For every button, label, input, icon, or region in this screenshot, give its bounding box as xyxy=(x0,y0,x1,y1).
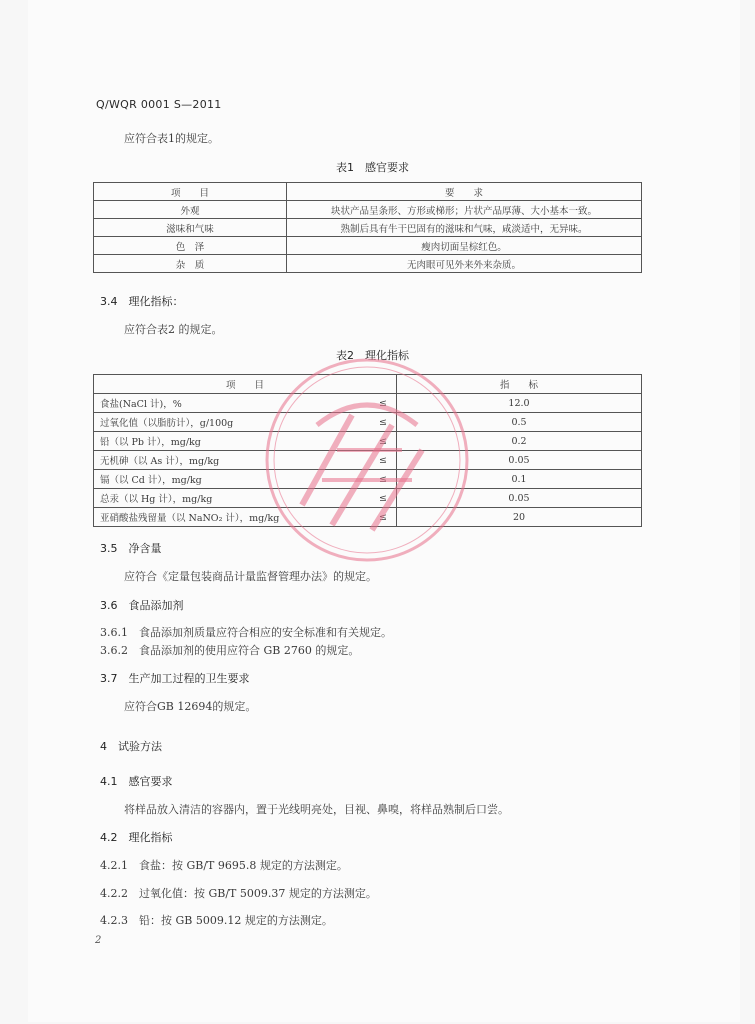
page-number: 2 xyxy=(95,935,102,946)
table-cell: ≤ xyxy=(370,508,397,527)
physicochemical-table xyxy=(93,374,642,527)
table-row xyxy=(94,413,642,432)
table-cell: ≤ xyxy=(370,470,397,489)
table-header-cell: 要 求 xyxy=(287,183,642,201)
table-cell: 瘦肉切面呈棕红色。 xyxy=(287,237,642,255)
table-header-row xyxy=(94,183,642,201)
section-3-6-1: 3.6.1 食品添加剂质量应符合相应的安全标准和有关规定。 xyxy=(100,626,392,639)
section-3-6-2: 3.6.2 食品添加剂的使用应符合 GB 2760 的规定。 xyxy=(100,644,360,657)
table-cell: 铅（以 Pb 计），mg/kg xyxy=(94,432,371,451)
section-4-2-3: 4.2.3 铅：按 GB 5009.12 规定的方法测定。 xyxy=(100,914,333,927)
table-cell: 无机砷（以 As 计），mg/kg xyxy=(94,451,371,470)
table-row xyxy=(94,237,642,255)
section-3-7-text: 应符合GB 12694的规定。 xyxy=(124,700,257,713)
table-cell: 0.1 xyxy=(397,470,642,489)
section-3-4-text: 应符合表2 的规定。 xyxy=(124,323,223,336)
section-4-2-title: 4.2 理化指标 xyxy=(100,831,173,844)
section-4-2-1: 4.2.1 食盐：按 GB/T 9695.8 规定的方法测定。 xyxy=(100,859,348,872)
table-cell: ≤ xyxy=(370,489,397,508)
section-4-title: 4 试验方法 xyxy=(100,740,162,753)
table-row xyxy=(94,201,642,219)
section-3-4-title: 3.4 理化指标： xyxy=(100,295,184,308)
section-4-1-title: 4.1 感官要求 xyxy=(100,775,173,788)
table-header-cell: 项 目 xyxy=(94,375,397,394)
table-cell: 杂 质 xyxy=(94,255,287,273)
table-cell: 0.5 xyxy=(397,413,642,432)
table-cell: ≤ xyxy=(370,413,397,432)
table2-caption: 表2 理化指标 xyxy=(336,349,409,362)
table-cell: 总汞（以 Hg 计），mg/kg xyxy=(94,489,371,508)
table-cell: 0.2 xyxy=(397,432,642,451)
section-3-7-title: 3.7 生产加工过程的卫生要求 xyxy=(100,672,250,685)
table-cell: 镉（以 Cd 计），mg/kg xyxy=(94,470,371,489)
section-3-5-title: 3.5 净含量 xyxy=(100,542,162,555)
table-row xyxy=(94,489,642,508)
table-cell: 色 泽 xyxy=(94,237,287,255)
table-row xyxy=(94,451,642,470)
table-cell: ≤ xyxy=(370,394,397,413)
section-3-5-text: 应符合《定量包装商品计量监督管理办法》的规定。 xyxy=(124,570,377,583)
table-cell: 熟制后具有牛干巴固有的滋味和气味，咸淡适中，无异味。 xyxy=(287,219,642,237)
table-row xyxy=(94,470,642,489)
section-3-6-title: 3.6 食品添加剂 xyxy=(100,599,184,612)
table-cell: ≤ xyxy=(370,451,397,470)
table-header-row xyxy=(94,375,642,394)
table-cell: 外观 xyxy=(94,201,287,219)
table-row xyxy=(94,255,642,273)
table-row xyxy=(94,394,642,413)
table-cell: 0.05 xyxy=(397,451,642,470)
intro-text: 应符合表1的规定。 xyxy=(124,132,219,145)
table-row xyxy=(94,219,642,237)
table-cell: ≤ xyxy=(370,432,397,451)
table-cell: 0.05 xyxy=(397,489,642,508)
table-cell: 20 xyxy=(397,508,642,527)
table-cell: 过氧化值（以脂肪计），g/100g xyxy=(94,413,371,432)
table-cell: 亚硝酸盐残留量（以 NaNO₂ 计），mg/kg xyxy=(94,508,371,527)
table-cell: 无肉眼可见外来外来杂质。 xyxy=(287,255,642,273)
table-row xyxy=(94,432,642,451)
table-row xyxy=(94,508,642,527)
table-cell: 12.0 xyxy=(397,394,642,413)
section-4-1-text: 将样品放入清洁的容器内，置于光线明亮处，目视、鼻嗅，将样品熟制后口尝。 xyxy=(124,803,509,816)
sensory-requirements-table xyxy=(93,182,642,273)
table-cell: 食盐(NaCl 计)，% xyxy=(94,394,371,413)
table-cell: 块状产品呈条形、方形或梯形；片状产品厚薄、大小基本一致。 xyxy=(287,201,642,219)
table-header-cell: 指 标 xyxy=(397,375,642,394)
table-header-cell: 项 目 xyxy=(94,183,287,201)
table1-caption: 表1 感官要求 xyxy=(336,161,409,174)
table-cell: 滋味和气味 xyxy=(94,219,287,237)
section-4-2-2: 4.2.2 过氧化值：按 GB/T 5009.37 规定的方法测定。 xyxy=(100,887,377,900)
standard-code: Q/WQR 0001 S—2011 xyxy=(96,98,222,111)
